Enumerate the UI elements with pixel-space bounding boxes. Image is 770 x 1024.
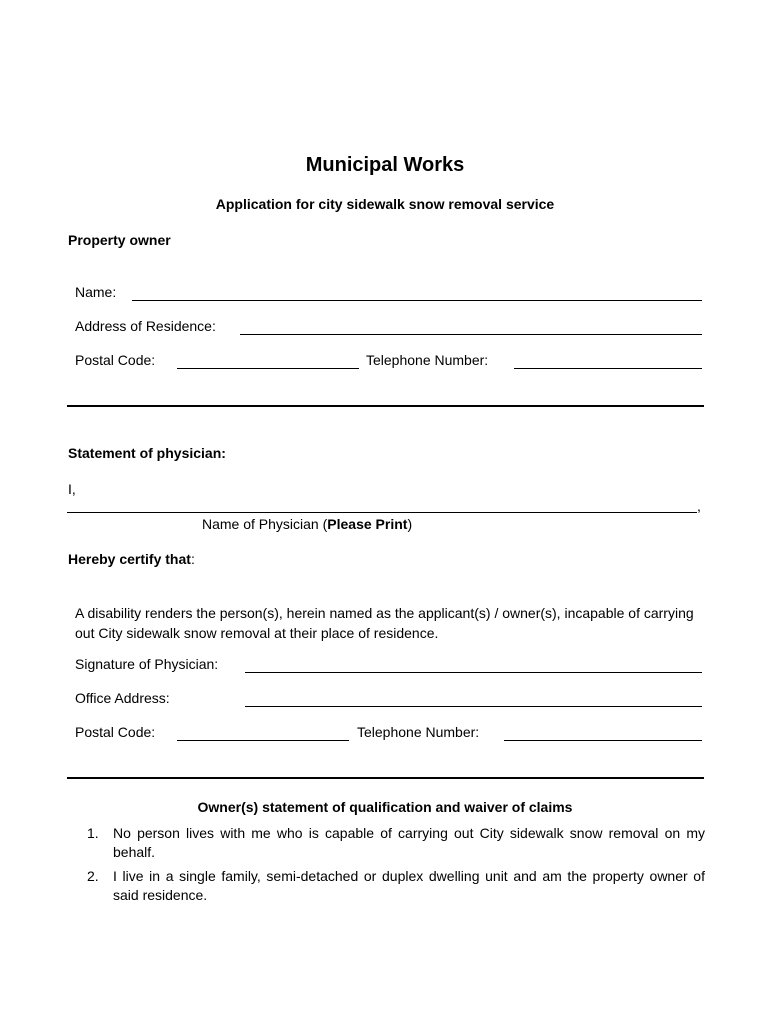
physician-name-field[interactable] xyxy=(67,512,697,513)
owner-phone-label: Telephone Number: xyxy=(366,352,489,368)
physician-name-comma: , xyxy=(697,498,701,514)
physician-heading: Statement of physician: xyxy=(68,445,226,461)
owner-phone-field[interactable] xyxy=(514,368,702,369)
owner-postal-field[interactable] xyxy=(177,368,359,369)
waiver-heading: Owner(s) statement of qualification and waiver of claims xyxy=(197,799,573,815)
waiver-list xyxy=(75,824,705,910)
section-divider xyxy=(67,405,704,407)
section-divider xyxy=(67,777,704,779)
list-item-number: 2. xyxy=(87,868,99,884)
owner-postal-label: Postal Code: xyxy=(75,352,156,368)
page-title: Municipal Works xyxy=(305,154,465,176)
physician-signature-field[interactable] xyxy=(245,672,702,673)
physician-office-label: Office Address: xyxy=(75,690,170,706)
physician-postal-label: Postal Code: xyxy=(75,724,156,740)
form-subtitle: Application for city sidewalk snow removal service xyxy=(215,196,555,212)
owner-address-field[interactable] xyxy=(240,334,702,335)
list-item-text: I live in a single family, semi-detached or duplex dwelling unit and am the property owner of said residence. xyxy=(113,868,705,903)
property-owner-heading: Property owner xyxy=(68,232,171,248)
physician-name-caption: Name of Physician (Please Print) xyxy=(202,516,413,532)
list-item xyxy=(75,867,705,905)
owner-address-label: Address of Residence: xyxy=(75,318,216,334)
physician-i-label: I, xyxy=(68,481,76,497)
owner-name-field[interactable] xyxy=(132,300,702,301)
physician-postal-field[interactable] xyxy=(177,740,349,741)
certify-label: Hereby certify that: xyxy=(68,551,195,567)
physician-signature-label: Signature of Physician: xyxy=(75,656,219,672)
list-item-text: No person lives with me who is capable of carrying out City sidewalk snow removal on my behalf. xyxy=(113,825,705,860)
list-item-number: 1. xyxy=(87,825,99,841)
physician-phone-label: Telephone Number: xyxy=(357,724,480,740)
owner-name-label: Name: xyxy=(75,284,117,300)
physician-phone-field[interactable] xyxy=(504,740,702,741)
physician-office-field[interactable] xyxy=(245,706,702,707)
list-item xyxy=(75,824,705,862)
disability-statement: A disability renders the person(s), herein named as the applicant(s) / owner(s), incapable of carrying out City sidewalk snow removal at their place of residence. xyxy=(75,605,694,641)
